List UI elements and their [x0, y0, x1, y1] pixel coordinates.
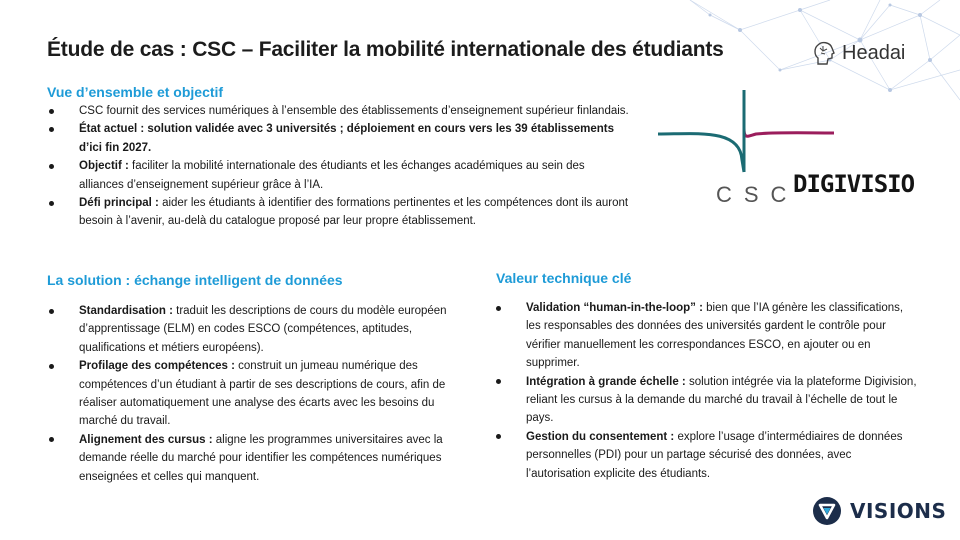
- bullet-text: aligne les programmes universitaires avec la demande réelle du marché pour identifier les compétences numériques enseignées et celles qui manquent.: [79, 433, 443, 483]
- bullet-label: Objectif :: [79, 160, 129, 173]
- headai-logo: [812, 40, 905, 66]
- headai-logo-text: Headai: [842, 41, 906, 64]
- slide-title: Étude de cas : CSC – Faciliter la mobilité internationale des étudiants: [47, 38, 724, 61]
- bullet-item: [46, 431, 461, 486]
- bullet-label: Alignement des cursus :: [79, 433, 213, 446]
- bullet-label: État actuel : solution validée avec 3 universités ; déploiement en cours vers les 39 établissements d’ici fin 2027.: [79, 123, 614, 154]
- value-list: [493, 299, 918, 483]
- bullet-item: [46, 120, 630, 157]
- overview-list: [46, 102, 630, 231]
- bullet-label: Gestion du consentement :: [526, 430, 675, 443]
- bullet-label: Défi principal :: [79, 197, 159, 210]
- bullet-item: [493, 428, 918, 483]
- bullet-item: [46, 102, 630, 120]
- bullet-label: Standardisation :: [79, 305, 173, 317]
- visions-logo-text: VISIONS: [850, 499, 947, 523]
- bullet-text: CSC fournit des services numériques à l’ensemble des établissements d’enseignement supérieur finlandais.: [79, 105, 629, 117]
- solution-list: [46, 302, 461, 486]
- bullet-text: aider les étudiants à identifier des formations pertinentes et les compétences dont ils auront besoin à l’avenir, au-delà du catalogue proposé par leur propre établissement.: [79, 197, 629, 228]
- v-shield-icon: [812, 496, 842, 526]
- bullet-item: [46, 357, 461, 431]
- visions-logo: [812, 496, 946, 526]
- bullet-item: [493, 299, 918, 373]
- bullet-item: [46, 157, 630, 194]
- head-profile-icon: [812, 40, 836, 66]
- value-heading: Valeur technique clé: [496, 270, 632, 286]
- solution-heading: La solution : échange intelligent de données: [47, 272, 343, 288]
- bullet-label: Validation “human-in-the-loop” :: [526, 302, 703, 314]
- bullet-label: Profilage des compétences :: [79, 360, 235, 373]
- bullet-text: faciliter la mobilité internationale des étudiants et les échanges académiques au sein des alliances d’enseignement supérieur grâce à l’IA.: [79, 160, 585, 191]
- bullet-label: Intégration à grande échelle :: [526, 375, 686, 388]
- bullet-item: [46, 194, 630, 231]
- bullet-item: [46, 302, 461, 357]
- bullet-text: bien que l’IA génère les classifications, les responsables des données des universités gardent le contrôle pour vérifier manuellement les correspondances ESCO, en ajouter ou en supprimer.: [526, 302, 904, 370]
- bullet-text: traduit les descriptions de cours du modèle européen d’apprentissage (ELM) en codes ESCO (compétences, aptitudes, qualifications et métiers européens).: [79, 305, 447, 354]
- bullet-item: [493, 373, 918, 428]
- bullet-text: explore l’usage d’intermédiaires de données personnelles (PDI) pour un partage sécurisé des données, avec l’autorisation explicite des étudiants.: [526, 430, 903, 480]
- bullet-text: construit un jumeau numérique des compétences d’un étudiant à partir de ses descriptions de cours, afin de réaliser automatiquement une analyse des écarts avec les besoins du marché du travail.: [79, 360, 446, 428]
- digivisio-logo: DIGIVISIO: [793, 170, 915, 198]
- bullet-text: solution intégrée via la plateforme Digivision, reliant les cursus à la demande du marché du travail à l’échelle de tout le pays.: [526, 375, 917, 425]
- overview-heading: Vue d’ensemble et objectif: [47, 84, 224, 100]
- csc-logo-text: CSC: [716, 182, 799, 207]
